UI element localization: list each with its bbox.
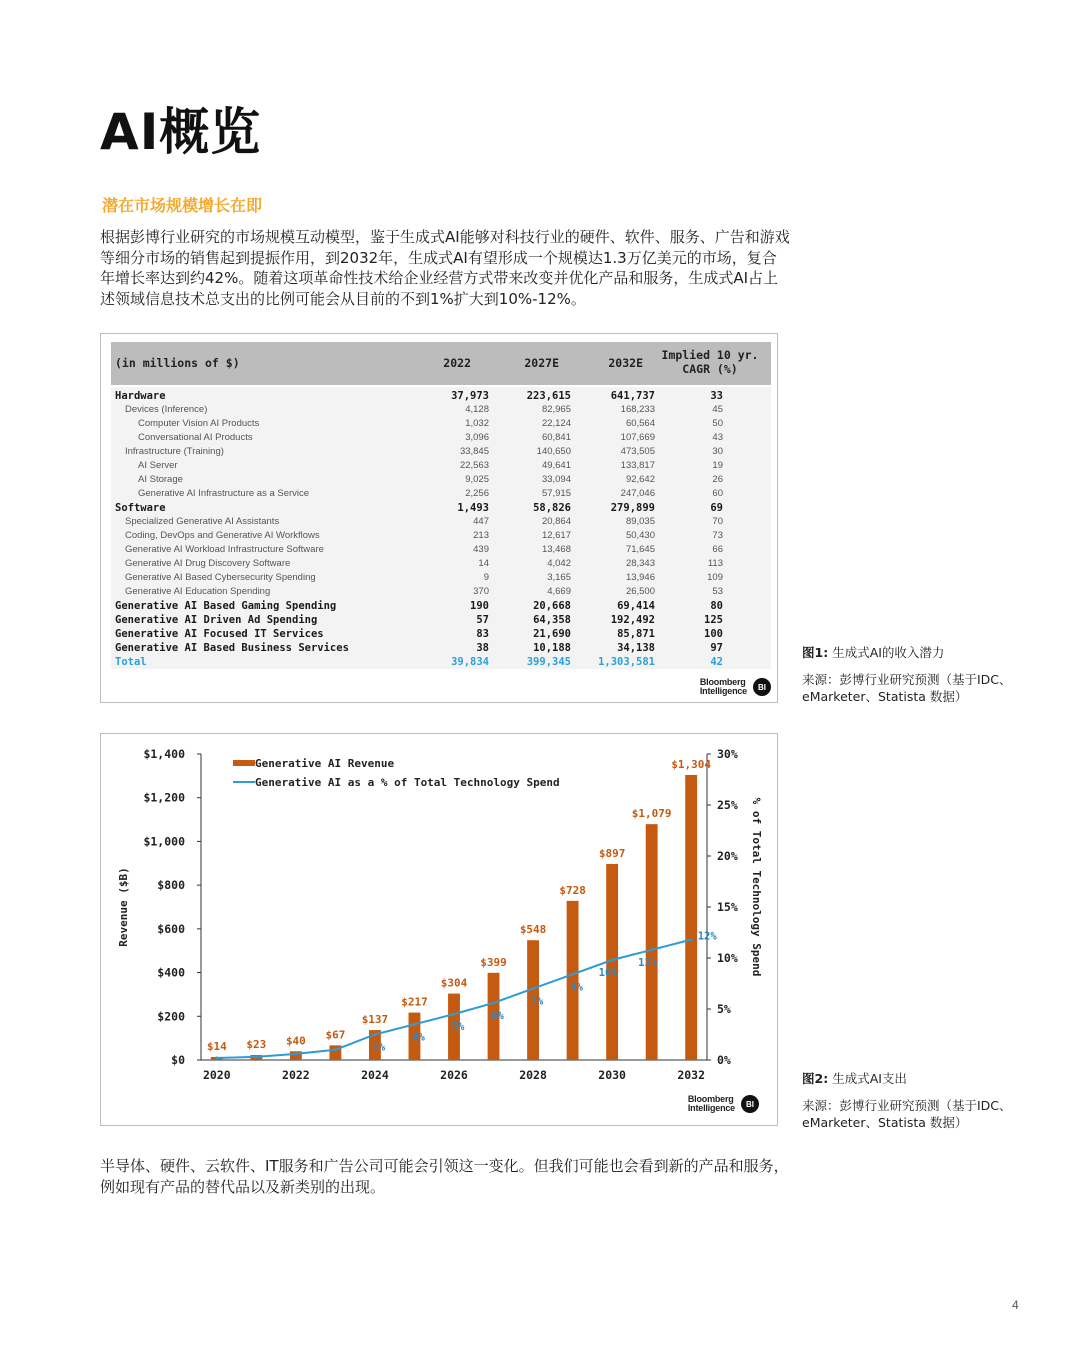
row-value: 125 xyxy=(704,614,723,626)
bar-label: $137 xyxy=(361,1013,389,1027)
bloomberg-intelligence-logo: Bloomberg Intelligence BI xyxy=(688,1095,759,1113)
row-label: Generative AI Education Spending xyxy=(125,586,271,597)
row-value: 42 xyxy=(710,656,723,668)
row-label: Computer Vision AI Products xyxy=(138,418,260,429)
row-value: 4,042 xyxy=(547,558,571,569)
spending-chart-figure xyxy=(100,733,778,1126)
line-point xyxy=(453,1013,456,1016)
row-value: 439 xyxy=(473,544,489,555)
row-value: 60,564 xyxy=(625,418,655,429)
row-value: 20,864 xyxy=(541,516,571,527)
y2-tick-label: 15% xyxy=(717,900,738,914)
row-value: 28,343 xyxy=(625,558,655,569)
row-value: 113 xyxy=(707,558,723,569)
line-point xyxy=(492,1001,495,1004)
line-point-label: 5% xyxy=(451,1021,465,1034)
bar-label: $1,304 xyxy=(671,757,712,771)
row-value: 12,617 xyxy=(541,530,571,541)
closing-paragraph: 半导体、硬件、云软件、IT服务和广告公司可能会引领这一变化。但我们可能也会看到新的产品和服务，例如现有产品的替代品以及新类别的出现。 xyxy=(100,1157,789,1196)
row-value: 22,124 xyxy=(541,418,571,429)
y-axis-title: Revenue ($B) xyxy=(117,867,130,947)
row-value: 370 xyxy=(473,586,489,597)
table-row xyxy=(111,515,771,529)
row-label: Infrastructure (Training) xyxy=(125,446,224,457)
y-tick-label: $600 xyxy=(157,921,185,936)
row-value: 39,834 xyxy=(451,656,489,668)
row-value: 190 xyxy=(470,600,489,612)
line-point xyxy=(571,973,574,976)
bar-label: $23 xyxy=(246,1037,267,1051)
row-value: 66 xyxy=(712,544,723,555)
table-row xyxy=(111,543,771,557)
table-row xyxy=(111,389,771,403)
y2-tick-label: 20% xyxy=(717,849,738,863)
row-value: 50,430 xyxy=(625,530,655,541)
bar-label: $67 xyxy=(325,1028,346,1042)
row-value: 38 xyxy=(476,642,489,654)
table-row xyxy=(111,641,771,655)
row-label: AI Storage xyxy=(138,474,183,485)
row-value: 20,668 xyxy=(533,600,571,612)
x-tick-label: 2022 xyxy=(282,1068,310,1082)
row-value: 4,669 xyxy=(547,586,571,597)
page-number: 4 xyxy=(1012,1298,1019,1312)
y2-tick-label: 10% xyxy=(717,951,738,965)
row-label: Hardware xyxy=(115,390,166,402)
table-row xyxy=(111,599,771,613)
row-label: Generative AI Infrastructure as a Service xyxy=(138,488,310,499)
header-cagr-line2: CAGR (%) xyxy=(682,362,738,376)
bar-label: $548 xyxy=(519,923,547,937)
line-point xyxy=(373,1033,376,1036)
table-row xyxy=(111,627,771,641)
header-units: (in millions of $) xyxy=(115,356,240,370)
row-value: 33,845 xyxy=(459,446,489,457)
line-point xyxy=(334,1048,337,1051)
y2-tick-label: 25% xyxy=(717,798,738,812)
row-value: 3,096 xyxy=(465,432,489,443)
row-value: 33 xyxy=(710,390,723,402)
table-row xyxy=(111,613,771,627)
row-label: Specialized Generative AI Assistants xyxy=(125,516,280,527)
header-2022: 2022 xyxy=(443,356,471,370)
figure1-source: 来源：彭博行业研究预测（基于IDC、eMarketer、Statista 数据） xyxy=(802,672,1012,704)
row-value: 279,899 xyxy=(610,502,655,514)
row-value: 57 xyxy=(476,614,489,626)
row-value: 213 xyxy=(473,530,489,541)
figure1-caption: 图1: 生成式AI的收入潜力 xyxy=(802,645,945,660)
row-value: 107,669 xyxy=(620,432,655,443)
table-row xyxy=(111,501,771,515)
bar-label: $728 xyxy=(559,883,586,897)
row-label: Total xyxy=(115,656,147,668)
row-value: 30 xyxy=(712,446,723,457)
table-row xyxy=(111,529,771,543)
row-value: 2,256 xyxy=(465,488,489,499)
y-tick-label: $1,200 xyxy=(143,790,185,805)
row-value: 399,345 xyxy=(526,656,571,668)
row-value: 168,233 xyxy=(620,404,655,415)
legend-swatch-revenue xyxy=(233,760,255,766)
row-value: 26,500 xyxy=(625,586,655,597)
revenue-table-figure xyxy=(100,333,778,703)
row-value: 60,841 xyxy=(541,432,571,443)
y-tick-label: $200 xyxy=(157,1009,185,1024)
x-tick-label: 2030 xyxy=(598,1068,626,1082)
section-title: 潜在市场规模增长在即 xyxy=(102,196,263,215)
row-value: 45 xyxy=(712,404,723,415)
line-point-label: 4% xyxy=(412,1031,425,1044)
row-value: 50 xyxy=(712,418,723,429)
figure2-source: 来源：彭博行业研究预测（基于IDC、eMarketer、Statista 数据） xyxy=(802,1098,1012,1130)
row-value: 13,946 xyxy=(625,572,655,583)
row-value: 85,871 xyxy=(617,628,655,640)
row-value: 14 xyxy=(478,558,489,569)
row-value: 73 xyxy=(712,530,723,541)
row-value: 69 xyxy=(710,502,723,514)
row-value: 1,303,581 xyxy=(598,656,655,668)
row-value: 92,642 xyxy=(625,474,655,485)
x-tick-label: 2020 xyxy=(202,1068,231,1082)
row-value: 247,046 xyxy=(620,488,655,499)
line-point xyxy=(532,987,535,990)
table-row xyxy=(111,431,771,445)
revenue-table xyxy=(111,342,771,674)
line-point xyxy=(294,1052,297,1055)
x-tick-label: 2024 xyxy=(361,1068,389,1082)
row-value: 223,615 xyxy=(526,390,571,402)
row-value: 97 xyxy=(710,642,723,654)
line-point-label: 11% xyxy=(638,956,658,969)
row-value: 9 xyxy=(483,572,489,583)
page-title: AI概览 xyxy=(100,103,262,161)
table-row xyxy=(111,585,771,599)
y2-axis-title: % of Total Technology Spend xyxy=(750,797,763,977)
line-point xyxy=(690,938,693,941)
row-label: Generative AI Drug Discovery Software xyxy=(125,558,291,569)
table-header xyxy=(111,342,771,385)
row-value: 447 xyxy=(473,516,489,527)
bloomberg-intelligence-logo: Bloomberg Intelligence BI xyxy=(700,678,771,696)
line-point xyxy=(650,948,653,951)
figure2-caption: 图2: 生成式AI支出 xyxy=(802,1071,907,1086)
spending-chart xyxy=(101,734,777,1125)
row-value: 133,817 xyxy=(620,460,655,471)
bar-label: $304 xyxy=(440,976,468,990)
row-value: 109 xyxy=(707,572,723,583)
table-row xyxy=(111,473,771,487)
row-label: Generative AI Workload Infrastructure Software xyxy=(125,544,324,555)
table-row xyxy=(111,655,771,669)
row-value: 43 xyxy=(712,432,723,443)
row-value: 10,188 xyxy=(533,642,571,654)
intro-paragraph: 根据彭博行业研究的市场规模互动模型，鉴于生成式AI能够对科技行业的硬件、软件、服务、广告和游戏等细分市场的销售起到提振作用，到2032年，生成式AI有望形成一个规模达1.3万亿美元的市场，复合年增长率达到约42%。随着这项革命性技术给企业经营方式带来改变并优化产品和服务，生成式AI占上述领域信息技术总支出的比例可能会从目前的不到1%扩大到10%-12%。 xyxy=(100,228,790,308)
row-value: 82,965 xyxy=(541,404,571,415)
row-value: 1,032 xyxy=(465,418,489,429)
row-value: 53 xyxy=(712,586,723,597)
line-point xyxy=(413,1023,416,1026)
y2-tick-label: 0% xyxy=(717,1053,731,1067)
row-value: 37,973 xyxy=(451,390,489,402)
y-tick-label: $1,000 xyxy=(143,834,185,849)
header-cagr-line1: Implied 10 yr. xyxy=(661,348,759,362)
row-value: 80 xyxy=(710,600,723,612)
row-label: AI Server xyxy=(138,460,178,471)
row-value: 641,737 xyxy=(610,390,655,402)
bar-label: $1,079 xyxy=(631,807,672,821)
row-label: Generative AI Driven Ad Spending xyxy=(115,614,318,626)
row-value: 192,492 xyxy=(610,614,655,626)
row-value: 71,645 xyxy=(625,544,655,555)
table-body xyxy=(111,387,771,669)
row-value: 100 xyxy=(704,628,723,640)
line-point-label: 10% xyxy=(598,967,618,980)
x-tick-label: 2028 xyxy=(519,1068,547,1082)
row-value: 69,414 xyxy=(617,600,655,612)
line-point xyxy=(215,1056,218,1059)
y2-tick-label: 5% xyxy=(717,1002,731,1016)
line-point-label: 3% xyxy=(372,1041,386,1054)
row-value: 13,468 xyxy=(541,544,571,555)
legend-label-share: Generative AI as a % of Total Technology Spend xyxy=(255,776,560,789)
row-value: 22,563 xyxy=(459,460,489,471)
row-value: 3,165 xyxy=(547,572,571,583)
row-value: 21,690 xyxy=(533,628,571,640)
bar xyxy=(646,824,658,1060)
line-point-label: 7% xyxy=(530,995,544,1008)
row-value: 60 xyxy=(712,488,723,499)
row-value: 34,138 xyxy=(617,642,655,654)
table-row xyxy=(111,459,771,473)
row-value: 26 xyxy=(712,474,723,485)
line-point-label: 6% xyxy=(491,1009,504,1022)
row-value: 140,650 xyxy=(536,446,571,457)
line-point-label: 9% xyxy=(570,981,583,994)
row-label: Generative AI Based Cybersecurity Spending xyxy=(125,572,316,583)
row-value: 49,641 xyxy=(541,460,571,471)
row-value: 57,915 xyxy=(541,488,571,499)
line-point xyxy=(255,1055,258,1058)
row-value: 473,505 xyxy=(620,446,655,457)
bar-label: $14 xyxy=(206,1039,227,1053)
y-tick-label: $400 xyxy=(157,965,185,980)
header-2032e: 2032E xyxy=(608,356,643,370)
y-tick-label: $800 xyxy=(157,878,185,893)
bar xyxy=(685,775,697,1060)
y-tick-label: $1,400 xyxy=(143,747,185,761)
row-value: 64,358 xyxy=(533,614,571,626)
table-row xyxy=(111,487,771,501)
line-point xyxy=(611,959,614,962)
row-label: Generative AI Based Gaming Spending xyxy=(115,600,337,612)
bar-label: $217 xyxy=(401,995,428,1009)
row-label: Coding, DevOps and Generative AI Workflows xyxy=(125,530,320,541)
row-value: 19 xyxy=(712,460,723,471)
row-value: 33,094 xyxy=(541,474,571,485)
table-row xyxy=(111,445,771,459)
row-label: Generative AI Focused IT Services xyxy=(115,628,324,640)
row-value: 89,035 xyxy=(625,516,655,527)
row-label: Conversational AI Products xyxy=(138,432,253,443)
table-row xyxy=(111,417,771,431)
row-value: 1,493 xyxy=(457,502,489,514)
x-tick-label: 2026 xyxy=(440,1068,468,1082)
line-point-label: 12% xyxy=(697,930,717,943)
row-value: 4,128 xyxy=(465,404,489,415)
bar-label: $40 xyxy=(285,1034,306,1048)
row-label: Software xyxy=(115,502,166,514)
bi-badge-icon: BI xyxy=(753,678,771,696)
bi-badge-icon: BI xyxy=(741,1095,759,1113)
row-value: 58,826 xyxy=(533,502,571,514)
row-value: 70 xyxy=(712,516,723,527)
header-2027e: 2027E xyxy=(524,356,559,370)
y2-tick-label: 30% xyxy=(717,747,738,761)
table-row xyxy=(111,403,771,417)
row-value: 83 xyxy=(476,628,489,640)
table-row xyxy=(111,571,771,585)
row-label: Devices (Inference) xyxy=(125,404,208,415)
bar-label: $897 xyxy=(598,846,626,860)
y-tick-label: $0 xyxy=(171,1053,185,1067)
row-label: Generative AI Based Business Services xyxy=(115,642,349,654)
bar-label: $399 xyxy=(480,955,507,969)
legend-label-revenue: Generative AI Revenue xyxy=(255,757,395,770)
row-value: 9,025 xyxy=(465,474,489,485)
x-tick-label: 2032 xyxy=(677,1068,706,1082)
table-row xyxy=(111,557,771,571)
